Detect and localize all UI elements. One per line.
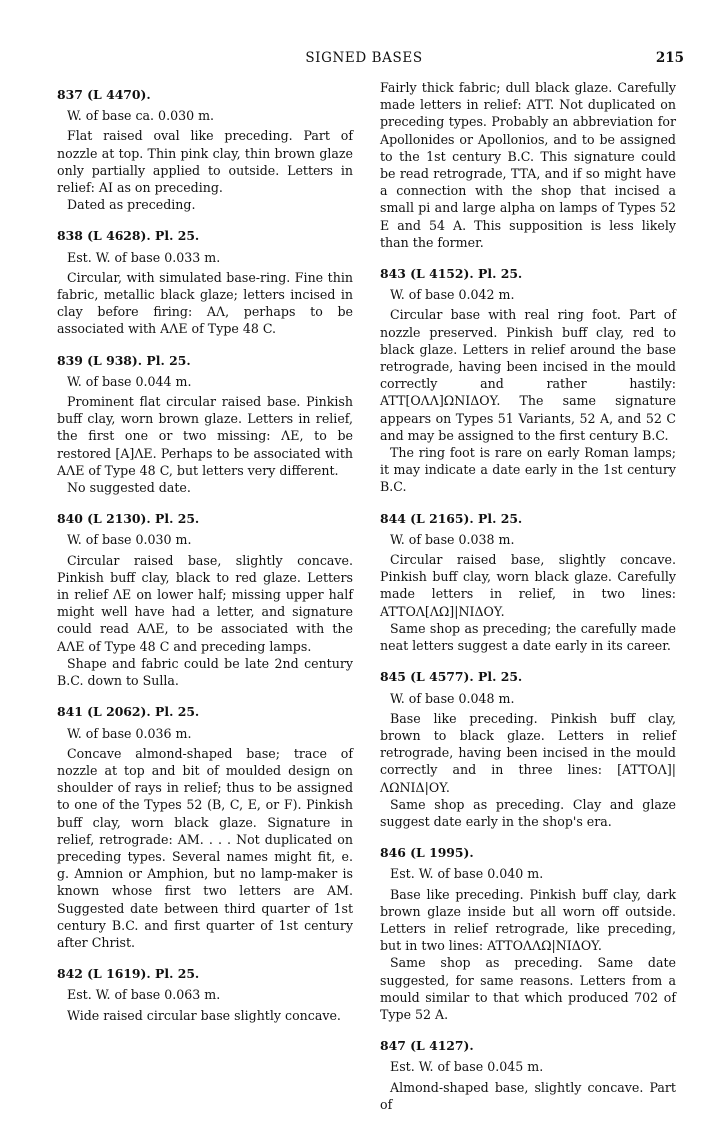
entry-measure: Est. W. of base 0.040 m. <box>390 866 544 882</box>
entry-heading: 844 (L 2165). Pl. 25. <box>380 510 523 526</box>
catalog-entry-847 <box>380 1037 676 1113</box>
catalog-entry-842 <box>57 965 353 1024</box>
entry-measure: Est. W. of base 0.033 m. <box>67 249 221 265</box>
right-column <box>380 79 676 1127</box>
entry-heading: 842 (L 1619). Pl. 25. <box>57 966 200 982</box>
page-number: 215 <box>655 50 684 66</box>
entry-842-continued <box>380 79 676 251</box>
entry-measure: W. of base 0.038 m. <box>390 531 515 547</box>
left-column <box>57 86 353 1038</box>
catalog-entry-837 <box>57 86 353 213</box>
entry-heading: 846 (L 1995). <box>380 845 474 861</box>
entry-paragraph: Flat raised oval like preceding. Part of nozzle at top. Thin pink clay, thin brown glaze only partially applied to outside. Letters in relief: AI as on preceding. <box>57 128 353 196</box>
catalog-entry-839 <box>57 352 353 497</box>
entry-measure: W. of base 0.044 m. <box>67 373 192 389</box>
catalog-entry-846 <box>380 844 676 1023</box>
entry-heading: 845 (L 4577). Pl. 25. <box>380 669 523 685</box>
entry-measure: Est. W. of base 0.045 m. <box>390 1059 544 1075</box>
catalog-entry-844 <box>380 510 676 655</box>
entry-measure: W. of base 0.030 m. <box>67 532 192 548</box>
entry-paragraph: Circular raised base, slightly concave. Pinkish buff clay, worn black glaze. Carefully made letters in relief, in two lines: ATTOΛ[ΛΩ]|NIΔOY. <box>380 552 676 619</box>
entry-paragraph: Circular base with real ring foot. Part of nozzle preserved. Pinkish buff clay, red to black glaze. Letters in relief around the base retrograde, having been incised in the mould correctly and rather hastily: ATT[OΛΛ]ΩNIΔOY. The same signature appears on Types 51 Variants, 52 A, and 52 C and may be assigned to the first century B.C. <box>380 307 676 443</box>
entry-measure: Est. W. of base 0.063 m. <box>67 987 221 1003</box>
entry-measure: W. of base 0.042 m. <box>390 287 515 303</box>
entry-paragraph: Circular, with simulated base-ring. Fine thin fabric, metallic black glaze; letters incised in clay before firing: AΛ, perhaps to be associated with AΛE of Type 48 C. <box>57 269 353 337</box>
entry-heading: 840 (L 2130). Pl. 25. <box>57 511 200 527</box>
entry-measure: W. of base ca. 0.030 m. <box>67 108 215 124</box>
catalog-entry-843 <box>380 265 676 496</box>
entry-heading: 841 (L 2062). Pl. 25. <box>57 704 200 720</box>
entry-paragraph-continued: Fairly thick fabric; dull black glaze. Carefully made letters in relief: ATT. Not duplicated on preceding types. Probably an abbreviation for Apollonides or Apollonios, and to be assigned to the 1st century B.C. This signature could be read retrograde, TTA, and if so might have a connection with the shop that incised a small pi and large alpha on lamps of Types 52 E and 54 A. This supposition is less likely than the former. <box>380 80 676 250</box>
entry-paragraph: Dated as preceding. <box>67 197 196 213</box>
catalog-entry-841 <box>57 703 353 951</box>
entry-heading: 843 (L 4152). Pl. 25. <box>380 266 523 282</box>
catalog-entry-838 <box>57 227 353 337</box>
entry-paragraph: Base like preceding. Pinkish buff clay, dark brown glaze inside but all worn off outside. Letters in relief retrograde, like preceding, but in two lines: ATTOΛΛΩ|NIΔOY. <box>380 886 676 954</box>
catalog-entry-845 <box>380 668 676 830</box>
catalog-entry-840 <box>57 510 353 689</box>
entry-measure: W. of base 0.036 m. <box>67 725 192 741</box>
entry-paragraph: No suggested date. <box>67 480 191 496</box>
entry-paragraph: Prominent flat circular raised base. Pinkish buff clay, worn brown glaze. Letters in relief, the first one or two missing: ΛE, to be restored [A]ΛE. Perhaps to be associated with AΛE of Type 48 C, but letters very different. <box>57 394 353 478</box>
entry-paragraph: Same shop as preceding; the carefully made neat letters suggest a date early in its career. <box>380 620 676 654</box>
entry-paragraph: Same shop as preceding. Same date suggested, for same reasons. Letters from a mould similar to that which produced 702 of Type 52 A. <box>380 955 676 1022</box>
entry-paragraph: Same shop as preceding. Clay and glaze suggest date early in the shop's era. <box>380 796 676 829</box>
entry-measure: W. of base 0.048 m. <box>390 690 515 706</box>
entry-heading: 847 (L 4127). <box>380 1038 474 1054</box>
entry-paragraph: Concave almond-shaped base; trace of nozzle at top and bit of moulded design on shoulder of rays in relief; thus to be assigned to one of the Types 52 (B, C, E, or F). Pinkish buff clay, worn black glaze. Signature in relief, retrograde: AM. . . . Not duplicated on preceding types. Several names might fit, e. g. Amnion or Amphion, but no lamp-maker is known whose first two letters are AM. Suggested date between third quarter of 1st century B.C. and first quarter of 1st century after Christ. <box>57 745 353 950</box>
entry-heading: 837 (L 4470). <box>57 87 151 102</box>
entry-paragraph: Base like preceding. Pinkish buff clay, brown to black glaze. Letters in relief retrograde, having been incised in the mould correctly and in three lines: [ATTOΛ]|ΛΩNIΔ|OY. <box>380 710 676 795</box>
entry-paragraph: The ring foot is rare on early Roman lamps; it may indicate a date early in the 1st century B.C. <box>380 445 676 495</box>
entry-paragraph: Shape and fabric could be late 2nd century B.C. down to Sulla. <box>57 655 353 689</box>
entry-paragraph: Wide raised circular base slightly concave. <box>67 1007 341 1023</box>
running-title: SIGNED BASES <box>305 50 423 66</box>
entry-heading: 838 (L 4628). Pl. 25. <box>57 228 200 244</box>
entry-paragraph: Almond-shaped base, slightly concave. Part of <box>380 1079 676 1112</box>
entry-paragraph: Circular raised base, slightly concave. Pinkish buff clay, black to red glaze. Letters in relief ΛE on lower half; missing upper half might well have had a letter, and signature could read AΛE, to be associated with the AΛE of Type 48 C and preceding lamps. <box>57 552 353 654</box>
entry-heading: 839 (L 938). Pl. 25. <box>57 352 191 368</box>
